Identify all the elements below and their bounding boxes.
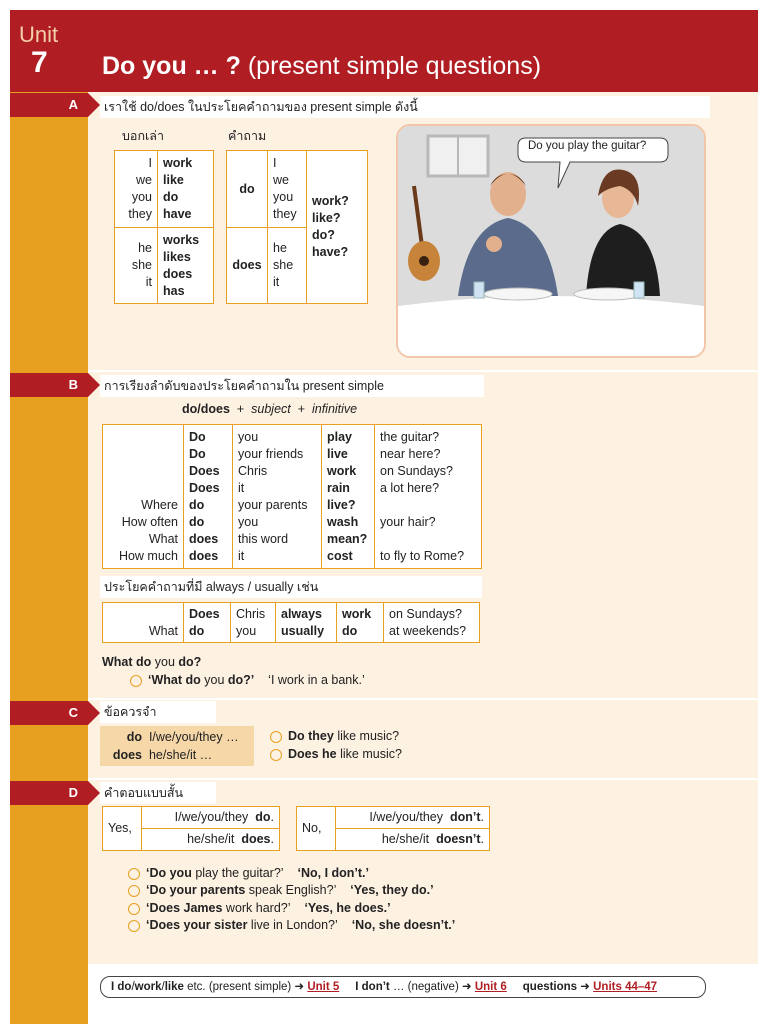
memo-aux-do: do [126, 730, 142, 744]
section-c-heading: ข้อควรจำ [100, 701, 216, 723]
arrow-right-icon: ➜ [580, 981, 590, 993]
question-table [226, 150, 368, 304]
no-label: No, [297, 807, 336, 851]
section-d-heading: คำตอบแบบสั้น [100, 782, 216, 804]
question-aux-do: do [227, 151, 268, 228]
link-units-44-47[interactable]: Units 44–47 [593, 981, 658, 993]
short-answer-example-3: ‘Does James work hard?’ ‘Yes, he does.’ [128, 901, 391, 915]
bullet-icon [128, 885, 140, 897]
bullet-icon [270, 749, 282, 761]
auxiliary-column: Do Do Does Does do do does does [184, 425, 233, 569]
adverb-word: always usually [276, 603, 337, 643]
section-marker-d: D [10, 781, 88, 805]
arrow-right-icon: ➜ [461, 981, 472, 993]
no-row-2: he/she/it doesn’t. [336, 829, 490, 851]
subject-column: you your friends Chris it your parents you this word it [233, 425, 322, 569]
question-word-column: Where How often What How much [103, 425, 184, 569]
what-do-heading: What do you do? [102, 655, 202, 669]
bullet-icon [128, 868, 140, 880]
section-marker-b: B [10, 373, 88, 397]
bullet-icon [130, 675, 142, 687]
question-pronouns-2: he she it [268, 228, 307, 304]
statement-pronouns-2: he she it [115, 228, 158, 304]
memo-box [100, 726, 254, 766]
short-answer-example-2: ‘Do your parents speak English?’ ‘Yes, they do.’ [128, 883, 434, 897]
yes-label: Yes, [103, 807, 142, 851]
short-answer-no-table [296, 806, 490, 851]
memo-pronouns-1: I/we/you/they … [148, 730, 239, 744]
statement-pronouns-1: I we you they [115, 151, 158, 228]
complement-column: the guitar? near here? on Sundays? a lot here? your hair? to fly to Rome? [375, 425, 482, 569]
section-a-heading: เราใช้ do/does ในประโยคคำถามของ present simple ดังนี้ [100, 96, 710, 118]
statement-verbs-1: work like do have [158, 151, 214, 228]
bullet-icon [270, 731, 282, 743]
yes-row-1: I/we/you/they do. [142, 807, 280, 829]
question-verbs: work? like? do? have? [307, 151, 368, 304]
memo-example-2: Does he like music? [270, 747, 402, 761]
couple-dining-illustration [398, 126, 704, 356]
section-marker-a: A [10, 93, 88, 117]
short-answer-example-4: ‘Does your sister live in London?’ ‘No, she doesn’t.’ [128, 918, 455, 932]
question-pronouns-1: I we you they [268, 151, 307, 228]
word-order-table [102, 424, 482, 569]
unit-label: Unit [19, 22, 59, 47]
section-b-heading: การเรียงลำดับของประโยคคำถามใน present simple [100, 375, 484, 397]
adverb-aux: Does do [184, 603, 231, 643]
short-answer-yes-table [102, 806, 280, 851]
page-title: Do you … ? (present simple questions) [102, 52, 542, 80]
no-row-1: I/we/you/they don’t. [336, 807, 490, 829]
illustration-guitar-conversation [396, 124, 706, 358]
left-margin-bar [10, 10, 88, 1024]
infinitive-column: play live work rain live? wash mean? cost [322, 425, 375, 569]
adverb-table [102, 602, 480, 643]
link-unit-5[interactable]: Unit 5 [307, 981, 340, 993]
statement-table [114, 150, 214, 304]
bullet-icon [128, 903, 140, 915]
question-aux-does: does [227, 228, 268, 304]
what-do-example: ‘What do you do?’ ‘I work in a bank.’ [130, 673, 365, 687]
adverb-complement: on Sundays? at weekends? [384, 603, 480, 643]
memo-pronouns-2: he/she/it … [148, 748, 213, 762]
statement-label: บอกเล่า [122, 129, 164, 143]
section-marker-c: C [10, 701, 88, 725]
bullet-icon [128, 920, 140, 932]
adverb-verb: work do [337, 603, 384, 643]
link-unit-6[interactable]: Unit 6 [474, 981, 507, 993]
memo-example-1: Do they like music? [270, 729, 399, 743]
question-label: คำถาม [228, 129, 267, 143]
short-answer-example-1: ‘Do you play the guitar?’ ‘No, I don’t.’ [128, 866, 369, 880]
adverb-question-word: What [103, 603, 184, 643]
adverb-heading: ประโยคคำถามที่มี always / usually เช่น [100, 576, 482, 598]
memo-aux-does: does [112, 748, 142, 762]
statement-verbs-2: works likes does has [158, 228, 214, 304]
adverb-subject: Chris you [231, 603, 276, 643]
yes-row-2: he/she/it does. [142, 829, 280, 851]
speech-bubble-text: Do you play the guitar? [528, 140, 647, 152]
word-order-formula: do/does + subject + infinitive [182, 402, 358, 416]
unit-number: 7 [31, 46, 48, 79]
arrow-right-icon: ➜ [294, 981, 305, 993]
cross-reference-bar: I do/work/like etc. (present simple) ➜ Unit 5 I don’t … (negative) ➜ Unit 6 questions ➜ Units 44–47 [100, 976, 706, 998]
